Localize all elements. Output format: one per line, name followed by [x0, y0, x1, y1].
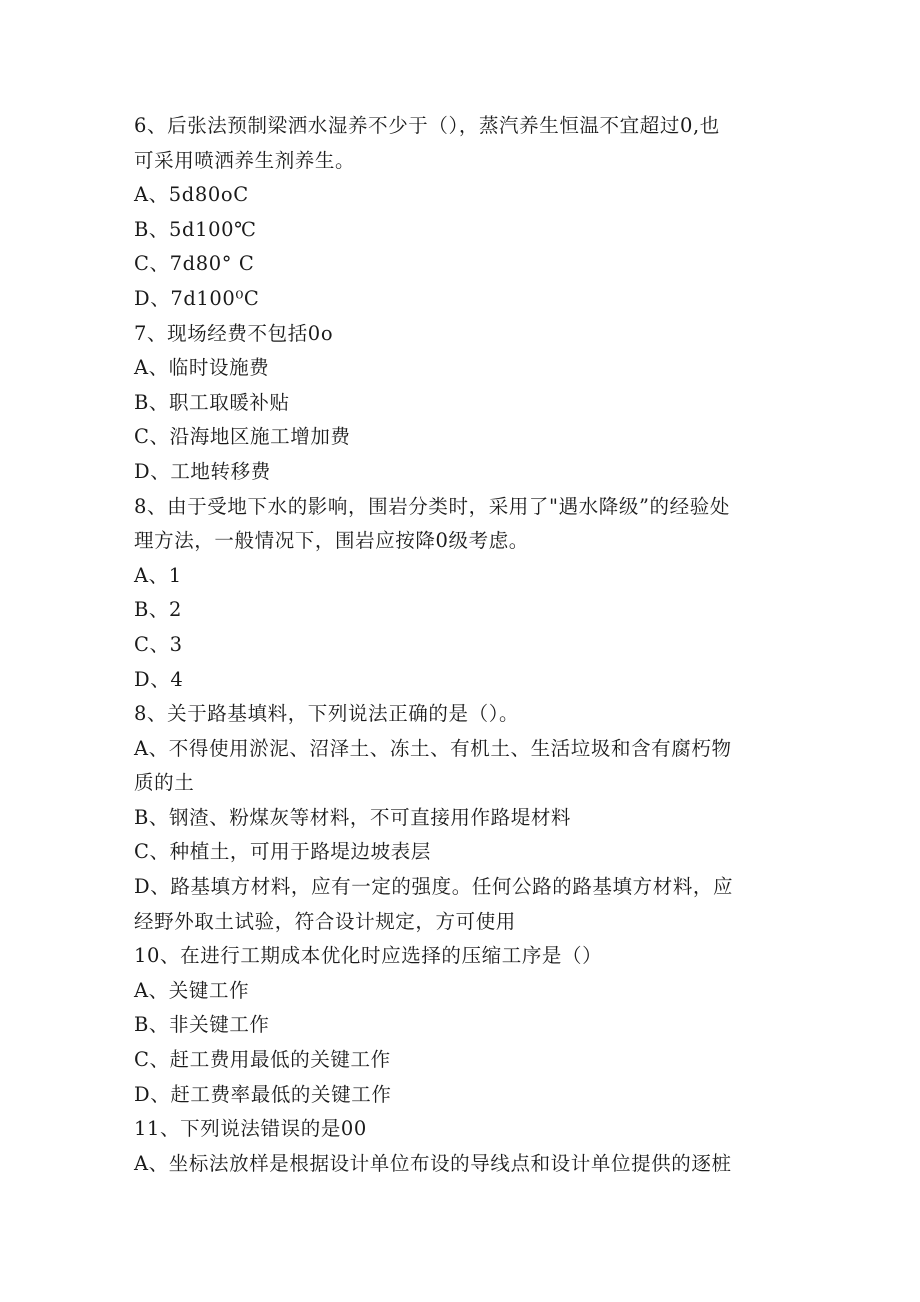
q8b-option-d-line-2: 经野外取土试验，符合设计规定，方可使用 — [134, 909, 516, 933]
q8b-option-d-line-1: D、路基填方材料，应有一定的强度。任何公路的路基填方材料，应 — [134, 875, 734, 899]
q11-stem: 11、下列说法错误的是00 — [134, 1117, 367, 1141]
q6-stem-line-1: 6、后张法预制梁洒水湿养不少于（），蒸汽养生恒温不宜超过0,也 — [134, 114, 720, 137]
q8b-option-a-line-1: A、不得使用淤泥、沼泽土、冻土、有机土、生活垃圾和含有腐朽物 — [134, 736, 732, 760]
q6-option-c: C、7d80° C — [134, 252, 255, 276]
q6-option-d: D、7d100⁰C — [134, 286, 260, 310]
q8a-stem-line-1: 8、由于受地下水的影响，围岩分类时，采用了"遇水降级”的经验处 — [134, 494, 730, 518]
q8b-option-b: B、钢渣、粉煤灰等材料，不可直接用作路堤材料 — [134, 805, 572, 829]
q6-option-b: B、5d100℃ — [134, 217, 257, 241]
q7-option-b: B、职工取暖补贴 — [134, 390, 290, 414]
q8a-option-d: D、4 — [134, 667, 184, 691]
q10-option-d: D、赶工费率最低的关键工作 — [134, 1082, 392, 1106]
q8a-option-b: B、2 — [134, 598, 183, 622]
q8a-stem-line-2: 理方法，一般情况下，围岩应按降0级考虑。 — [134, 529, 529, 553]
q7-option-a: A、临时设施费 — [134, 356, 270, 380]
q10-option-c: C、赶工费用最低的关键工作 — [134, 1048, 391, 1072]
q6-stem-line-2: 可采用喷洒养生剂养生。 — [134, 148, 356, 172]
q7-option-d: D、工地转移费 — [134, 459, 271, 483]
q7-stem: 7、现场经费不包括0o — [134, 321, 334, 345]
q8b-stem: 8、关于路基填料，下列说法正确的是（）。 — [134, 702, 520, 726]
q8a-option-a: A、1 — [134, 563, 182, 587]
q10-stem: 10、在进行工期成本优化时应选择的压缩工序是（） — [134, 944, 603, 968]
document-page — [134, 109, 794, 1181]
q10-option-b: B、非关键工作 — [134, 1013, 270, 1037]
q7-option-c: C、沿海地区施工增加费 — [134, 425, 351, 449]
q8a-option-c: C、3 — [134, 632, 183, 656]
q8b-option-a-line-2: 质的土 — [134, 771, 195, 795]
q11-option-a-line-1: A、坐标法放样是根据设计单位布设的导线点和设计单位提供的逐桩 — [134, 1151, 732, 1175]
q10-option-a: A、关键工作 — [134, 978, 250, 1002]
q8b-option-c: C、种植土，可用于路堤边坡表层 — [134, 840, 431, 864]
q6-option-a: A、5d80oC — [134, 183, 249, 207]
